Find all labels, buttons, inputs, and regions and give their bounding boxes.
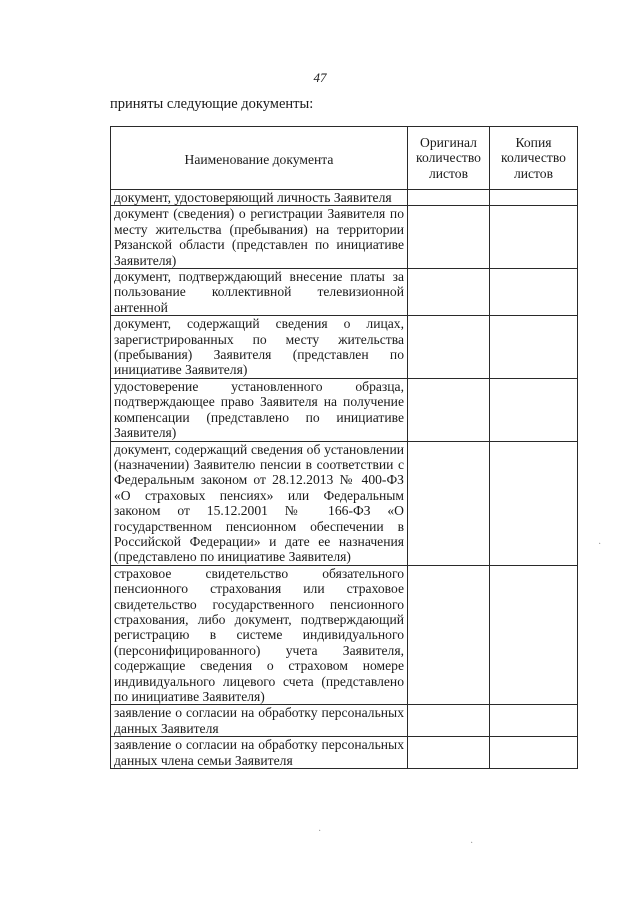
original-count-cell [408,190,490,206]
table-row [111,378,578,441]
table-row [111,565,578,705]
copy-count-cell [490,269,578,316]
copy-count-cell [490,206,578,269]
document-name-cell: удостоверение установленного образца, подтверждающее право Заявителя на получение компенсации (представлено по инициативе Заявителя) [111,378,408,441]
original-count-cell [408,316,490,379]
table-row [111,441,578,565]
original-count-cell [408,565,490,705]
document-name-cell: документ (сведения) о регистрации Заявителя по месту жительства (пребывания) на территории Рязанской области (представлен по инициативе Заявителя) [111,206,408,269]
table-row [111,269,578,316]
table-row [111,737,578,769]
copy-count-cell [490,190,578,206]
document-name-cell: заявление о согласии на обработку персональных данных члена семьи Заявителя [111,737,408,769]
document-name-cell: документ, удостоверяющий личность Заявителя [111,190,408,206]
original-count-cell [408,269,490,316]
scan-speck: · [598,539,602,550]
page-number: 47 [313,70,327,85]
intro-text: приняты следующие документы: [110,96,314,112]
header-original-line: количество [416,150,481,166]
table-row [111,316,578,379]
copy-count-cell [490,705,578,737]
table-row [111,705,578,737]
header-original-sheets [408,127,490,190]
header-copy-sheets [490,127,578,190]
scan-speck: · [318,826,322,837]
original-count-cell [408,737,490,769]
header-original-line: листов [428,165,469,181]
copy-count-cell [490,316,578,379]
header-copy-line: листов [513,165,554,181]
header-row [111,127,578,190]
table-row [111,190,578,206]
original-count-cell [408,378,490,441]
header-original-line: Оригинал [420,134,477,150]
header-document-name: Наименование документа [111,127,408,190]
document-name-cell: документ, содержащий сведения об установлении (назначении) Заявителю пенсии в соответствии с Федеральным законом от 28.12.2013 № 400-ФЗ «О страховых пенсиях» или Федеральным законом от 15.12.2001 № 166-ФЗ «О государственном пенсионном обеспечении в Российской Федерации» и дате ее назначения (представлено по инициативе Заявителя) [111,441,408,565]
header-copy-line: количество [501,150,566,166]
scan-speck: · [470,838,474,849]
table-row [111,206,578,269]
copy-count-cell [490,737,578,769]
original-count-cell [408,206,490,269]
copy-count-cell [490,565,578,705]
document-name-cell: документ, подтверждающий внесение платы за пользование коллективной телевизионной антенной [111,269,408,316]
header-copy-line: Копия [515,134,552,150]
copy-count-cell [490,378,578,441]
document-name-cell: документ, содержащий сведения о лицах, зарегистрированных по месту жительства (пребывания) Заявителя (представлен по инициативе Заявителя) [111,316,408,379]
original-count-cell [408,441,490,565]
copy-count-cell [490,441,578,565]
documents-table [110,126,578,769]
document-name-cell: страховое свидетельство обязательного пенсионного страхования или страховое свидетельство государственного пенсионного страхования, либо документ, подтверждающий регистрацию в системе индивидуального (персонифицированного) учета Заявителя, содержащие сведения о страховом номере индивидуального лицевого счета (представлено по инициативе Заявителя) [111,565,408,705]
original-count-cell [408,705,490,737]
document-name-cell: заявление о согласии на обработку персональных данных Заявителя [111,705,408,737]
